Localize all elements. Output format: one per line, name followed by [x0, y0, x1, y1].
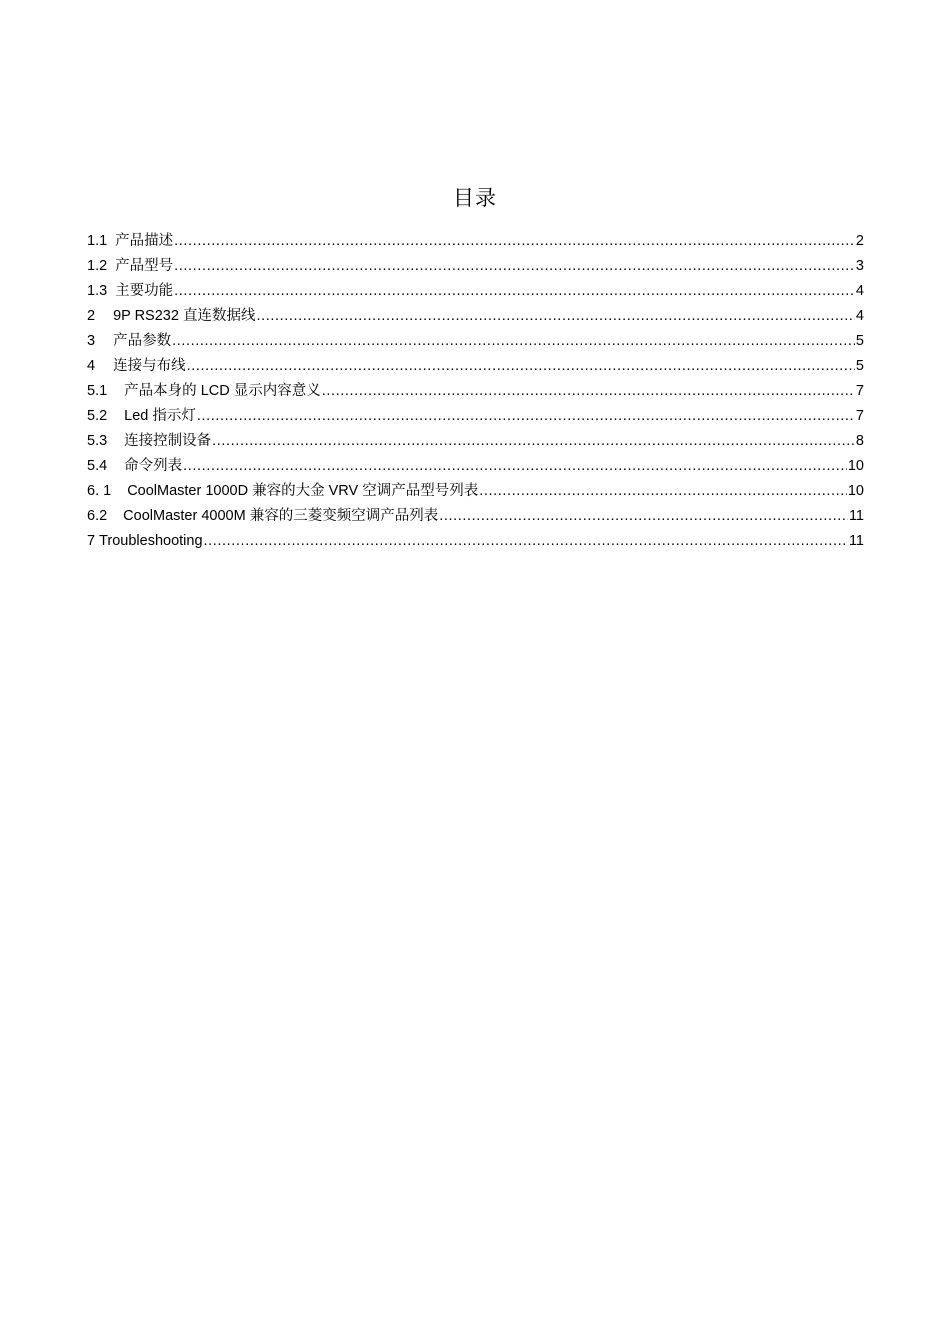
toc-dot-leader	[256, 304, 854, 329]
table-of-contents	[87, 229, 864, 554]
toc-entry-number: 6.2	[87, 508, 108, 524]
toc-entry[interactable]	[87, 329, 864, 354]
toc-entry-page-number: 5	[855, 333, 864, 349]
toc-entry-page-number: 5	[855, 358, 864, 374]
toc-dot-leader	[183, 454, 847, 479]
toc-entry-page-number: 7	[855, 383, 864, 399]
toc-entry-page-number: 11	[848, 508, 864, 524]
toc-entry-title: 连接控制设备	[124, 433, 212, 449]
toc-entry-title: Led 指示灯	[124, 408, 196, 424]
toc-entry-title: CoolMaster 4000M 兼容的三菱变频空调产品列表	[123, 508, 439, 524]
toc-entry-page-number: 3	[855, 258, 864, 274]
toc-entry-number: 5.4	[87, 458, 108, 474]
toc-entry-page-number: 10	[847, 483, 864, 499]
toc-entry[interactable]	[87, 279, 864, 304]
toc-dot-leader	[174, 254, 855, 279]
toc-entry[interactable]	[87, 454, 864, 479]
toc-entry-number: 7	[87, 533, 96, 549]
toc-dot-leader	[479, 479, 847, 504]
toc-entry-number: 1.2	[87, 258, 108, 274]
toc-entry[interactable]	[87, 529, 864, 554]
toc-entry-page-number: 4	[855, 308, 864, 324]
toc-entry-title: 产品本身的 LCD 显示内容意义	[124, 383, 321, 399]
toc-entry[interactable]	[87, 354, 864, 379]
toc-entry[interactable]	[87, 504, 864, 529]
toc-dot-leader	[187, 354, 855, 379]
toc-entry-title: 主要功能	[115, 283, 174, 299]
toc-dot-leader	[172, 329, 855, 354]
toc-entry-page-number: 7	[855, 408, 864, 424]
toc-entry-title: Troubleshooting	[99, 533, 203, 549]
toc-entry[interactable]	[87, 229, 864, 254]
toc-entry-number: 5.3	[87, 433, 108, 449]
toc-entry-title: 产品参数	[113, 333, 172, 349]
toc-entry-page-number: 10	[847, 458, 864, 474]
toc-dot-leader	[174, 279, 855, 304]
toc-dot-leader	[439, 504, 848, 529]
toc-entry-page-number: 2	[855, 233, 864, 249]
toc-dot-leader	[197, 404, 855, 429]
toc-dot-leader	[322, 379, 855, 404]
toc-entry-title: 命令列表	[124, 458, 183, 474]
toc-entry-number: 2	[87, 308, 96, 324]
toc-dot-leader	[212, 429, 855, 454]
toc-entry[interactable]	[87, 254, 864, 279]
toc-entry-title: 连接与布线	[113, 358, 186, 374]
toc-entry-number: 1.3	[87, 283, 108, 299]
toc-entry-page-number: 11	[848, 533, 864, 549]
toc-entry-number: 1.1	[87, 233, 108, 249]
toc-entry-title: CoolMaster 1000D 兼容的大金 VRV 空调产品型号列表	[127, 483, 479, 499]
toc-dot-leader	[204, 529, 848, 554]
toc-entry-page-number: 8	[855, 433, 864, 449]
toc-entry-number: 4	[87, 358, 96, 374]
toc-entry[interactable]	[87, 304, 864, 329]
toc-entry[interactable]	[87, 429, 864, 454]
toc-title: 目录	[453, 186, 497, 210]
toc-entry-number: 6. 1	[87, 483, 112, 499]
toc-entry[interactable]	[87, 379, 864, 404]
toc-entry-title: 9P RS232 直连数据线	[113, 308, 256, 324]
toc-entry[interactable]	[87, 404, 864, 429]
toc-entry-number: 5.1	[87, 383, 108, 399]
toc-dot-leader	[174, 229, 855, 254]
toc-entry[interactable]	[87, 479, 864, 504]
toc-entry-page-number: 4	[855, 283, 864, 299]
toc-entry-number: 3	[87, 333, 96, 349]
toc-entry-title: 产品描述	[115, 233, 174, 249]
toc-entry-title: 产品型号	[115, 258, 174, 274]
toc-entry-number: 5.2	[87, 408, 108, 424]
